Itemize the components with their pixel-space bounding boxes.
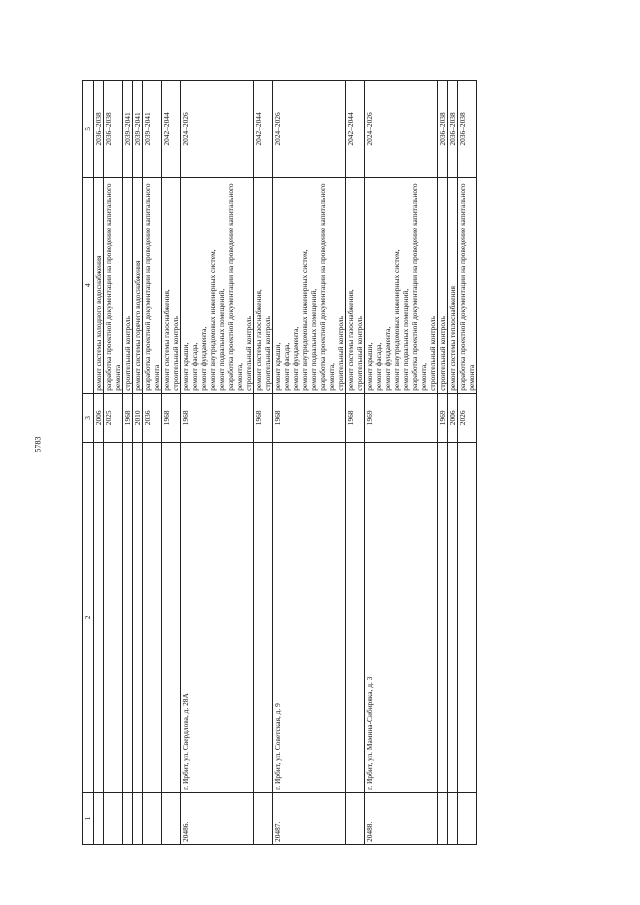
row-year: 1968 bbox=[254, 393, 273, 442]
rotated-table-container bbox=[82, 80, 600, 845]
row-year: 1968 bbox=[123, 393, 133, 442]
table-row bbox=[181, 81, 254, 845]
table-row bbox=[458, 81, 477, 845]
row-index bbox=[458, 792, 477, 844]
col-header-3: 3 bbox=[83, 393, 94, 442]
row-address bbox=[438, 442, 448, 792]
row-work: строительный контроль bbox=[123, 177, 133, 393]
row-period: 2042–2044 bbox=[346, 81, 365, 178]
row-address bbox=[133, 442, 143, 792]
row-period: 2036–2038 bbox=[94, 81, 104, 178]
row-work: ремонт системы газоснабжения, строительный контроль bbox=[254, 177, 273, 393]
table-body bbox=[94, 81, 477, 845]
table-row bbox=[438, 81, 448, 845]
row-index bbox=[448, 792, 458, 844]
row-address: г. Ирбит, ул. Мамина-Сибиряка, д. 3 bbox=[365, 442, 438, 792]
row-work: ремонт крыши, ремонт фасада, ремонт фундамента, ремонт внутридомовых инженерных систем, ремонт подвальных помещений, разработка проектной документации на проведение капитального ремонта, строительный контроль bbox=[365, 177, 438, 393]
row-year: 1968 bbox=[273, 393, 346, 442]
row-work: ремонт крыши, ремонт фасада, ремонт фундамента, ремонт внутридомовых инженерных систем, ремонт подвальных помещений, разработка проектной документации на проведение капитального ремонта, строительный контроль bbox=[181, 177, 254, 393]
row-period: 2036–2038 bbox=[438, 81, 448, 178]
row-period: 2036–2038 bbox=[448, 81, 458, 178]
row-year: 2006 bbox=[94, 393, 104, 442]
row-work: разработка проектной документации на проведение капитального ремонта bbox=[143, 177, 162, 393]
row-address bbox=[346, 442, 365, 792]
row-year: 2010 bbox=[133, 393, 143, 442]
row-address: г. Ирбит, ул. Свердлова, д. 28А bbox=[181, 442, 254, 792]
row-index bbox=[438, 792, 448, 844]
table-row bbox=[123, 81, 133, 845]
table-row bbox=[365, 81, 438, 845]
row-index bbox=[143, 792, 162, 844]
row-address: г. Ирбит, ул. Советская, д. 9 bbox=[273, 442, 346, 792]
row-year: 1968 bbox=[162, 393, 181, 442]
row-period: 2036–2038 bbox=[104, 81, 123, 178]
row-year: 1969 bbox=[365, 393, 438, 442]
table-row bbox=[104, 81, 123, 845]
row-index bbox=[123, 792, 133, 844]
row-address bbox=[448, 442, 458, 792]
table-row bbox=[162, 81, 181, 845]
row-index: 20486. bbox=[181, 792, 254, 844]
row-index bbox=[162, 792, 181, 844]
col-header-1: 1 bbox=[83, 792, 94, 844]
row-work: строительный контроль bbox=[438, 177, 448, 393]
table-row bbox=[346, 81, 365, 845]
col-header-5: 5 bbox=[83, 81, 94, 178]
row-work: ремонт системы теплоснабжения bbox=[448, 177, 458, 393]
row-year: 2026 bbox=[458, 393, 477, 442]
row-year: 1968 bbox=[181, 393, 254, 442]
row-period: 2024–2026 bbox=[273, 81, 346, 178]
col-header-4: 4 bbox=[83, 177, 94, 393]
row-work: ремонт системы газоснабжения, строительный контроль bbox=[162, 177, 181, 393]
header-row bbox=[83, 81, 94, 845]
row-work: ремонт системы горячего водоснабжения bbox=[133, 177, 143, 393]
row-address bbox=[94, 442, 104, 792]
row-work: ремонт системы газоснабжения, строительный контроль bbox=[346, 177, 365, 393]
row-index bbox=[104, 792, 123, 844]
row-work: ремонт крыши, ремонт фасада, ремонт фундамента, ремонт внутридомовых инженерных систем, ремонт подвальных помещений, разработка проектной документации на проведение капитального ремонта, строительный контроль bbox=[273, 177, 346, 393]
row-period: 2042–2044 bbox=[254, 81, 273, 178]
row-period: 2024–2026 bbox=[365, 81, 438, 178]
row-work: ремонт системы холодного водоснабжения bbox=[94, 177, 104, 393]
row-year: 1968 bbox=[346, 393, 365, 442]
col-header-2: 2 bbox=[83, 442, 94, 792]
row-period: 2024–2026 bbox=[181, 81, 254, 178]
page-number: 5783 bbox=[33, 436, 43, 453]
row-address bbox=[143, 442, 162, 792]
row-index bbox=[346, 792, 365, 844]
capital-repair-table bbox=[82, 80, 477, 845]
table-row bbox=[133, 81, 143, 845]
table-row bbox=[273, 81, 346, 845]
row-year: 2006 bbox=[448, 393, 458, 442]
row-period: 2042–2044 bbox=[162, 81, 181, 178]
table-row bbox=[448, 81, 458, 845]
row-address bbox=[458, 442, 477, 792]
row-address bbox=[104, 442, 123, 792]
row-period: 2039–2041 bbox=[123, 81, 133, 178]
row-work: разработка проектной документации на проведение капитального ремонта bbox=[458, 177, 477, 393]
row-address bbox=[254, 442, 273, 792]
row-index: 20488. bbox=[365, 792, 438, 844]
row-work: разработка проектной документации на проведение капитального ремонта bbox=[104, 177, 123, 393]
row-period: 2039–2041 bbox=[143, 81, 162, 178]
row-year: 2036 bbox=[143, 393, 162, 442]
row-period: 2036–2038 bbox=[458, 81, 477, 178]
table-row bbox=[94, 81, 104, 845]
table-row bbox=[143, 81, 162, 845]
row-address bbox=[162, 442, 181, 792]
row-index bbox=[133, 792, 143, 844]
row-index bbox=[254, 792, 273, 844]
row-address bbox=[123, 442, 133, 792]
table-row bbox=[254, 81, 273, 845]
row-year: 1969 bbox=[438, 393, 448, 442]
row-period: 2039–2041 bbox=[133, 81, 143, 178]
row-index: 20487. bbox=[273, 792, 346, 844]
row-year: 2025 bbox=[104, 393, 123, 442]
row-index bbox=[94, 792, 104, 844]
